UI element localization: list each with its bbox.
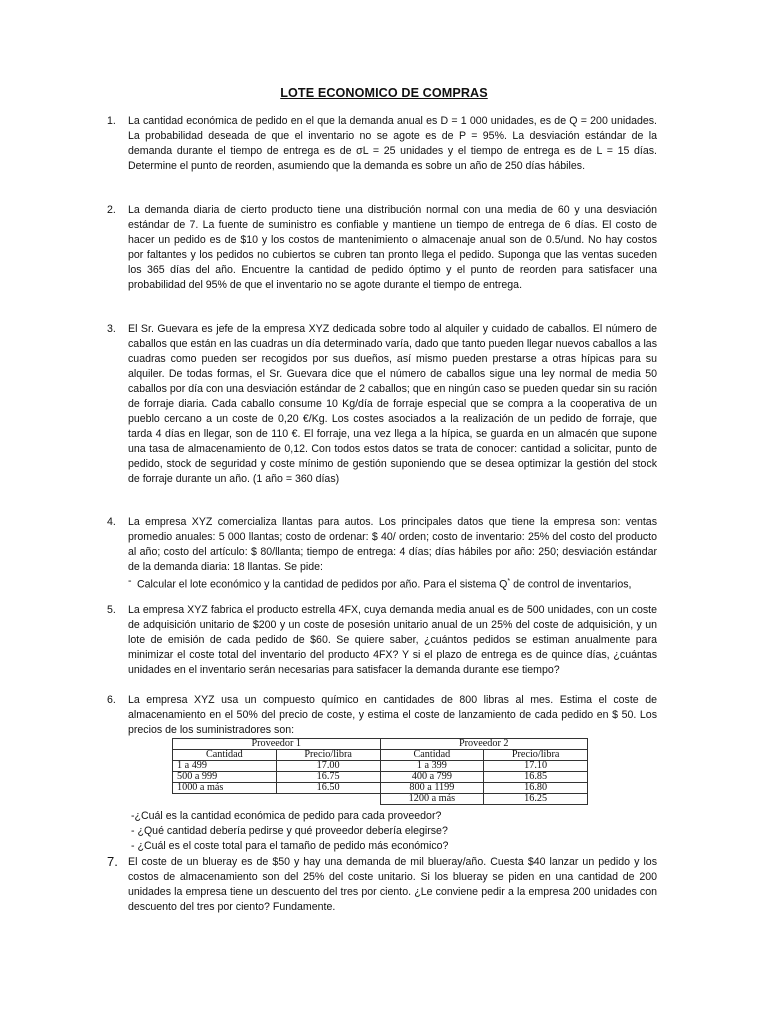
suppliers-table (172, 738, 588, 805)
table-header-row (173, 739, 588, 750)
document-title: LOTE ECONOMICO DE COMPRAS (280, 86, 488, 100)
question-2 (107, 203, 657, 293)
table-cell: 400 a 799 (380, 772, 484, 783)
question-5 (107, 603, 657, 678)
table-row (173, 761, 588, 772)
q6-subquestion: -¿Cuál es la cantidad económica de pedido para cada proveedor? (131, 810, 442, 822)
question-number: 4. (107, 516, 116, 528)
table-subheader-row (173, 750, 588, 761)
question-text: La demanda diaria de cierto producto tiene una distribución normal con una media de 60 y una desviación estándar de 7. La fuente de suministro es confiable y mantiene un tiempo de entrega de 6 días. El costo de hacer un pedido es de $10 y los costos de mantenimiento o almacenaje anual son de 0.5/und. No hay costos por faltantes y los pedidos no cubiertos se cubren tan pronto llega el pedido. Suponga que las ventas suceden los 365 días del año. Encuentre la cantidad de pedido óptimo y el punto de reorden para satisfacer una probabilidad del 95% de que el inventario no se agote durante el tiempo de entrega. (128, 204, 657, 291)
question-number: 1. (107, 115, 116, 127)
question-number: 2. (107, 204, 116, 216)
q6-subquestion: - ¿Qué cantidad debería pedirse y qué proveedor debería elegirse? (131, 825, 448, 837)
table-row (173, 772, 588, 783)
q6-subquestion: - ¿Cuál es el coste total para el tamaño de pedido más económico? (131, 840, 449, 852)
column-header: Cantidad (380, 750, 484, 761)
supplier-1-header: Proveedor 1 (173, 739, 381, 750)
table-cell: 17.00 (276, 761, 380, 772)
table-cell: 1200 a más (380, 794, 484, 805)
question-text: La cantidad económica de pedido en el que la demanda anual es D = 1 000 unidades, es de Q = 200 unidades. La probabilidad deseada de que el inventario no se agote es de P = 95%. La desviación estándar de la demanda durante el tiempo de entrega es de σL = 25 unidades y el tiempo de entrega es de L = 15 días. Determine el punto de reorden, asumiendo que la demanda es sobre un año de 250 días hábiles. (128, 115, 657, 172)
question-number: 3. (107, 323, 116, 335)
column-header: Precio/libra (484, 750, 588, 761)
question-number: 6. (107, 694, 116, 706)
supplier-2-header: Proveedor 2 (380, 739, 588, 750)
question-4 (107, 515, 657, 575)
empty-cell (173, 794, 381, 805)
table-cell: 16.75 (276, 772, 380, 783)
question-3 (107, 322, 657, 487)
table-cell: 500 a 999 (173, 772, 277, 783)
question-text: La empresa XYZ usa un compuesto químico en cantidades de 800 libras al mes. Estima el coste de almacenamiento en el 50% del precio de coste, y estima el coste de lanzamiento de cada pedido en $ 50. Los precios de los suministradores son: (128, 694, 657, 736)
table-cell: 17.10 (484, 761, 588, 772)
table-cell: 1 a 399 (380, 761, 484, 772)
table-row (173, 783, 588, 794)
table-cell: 1 a 499 (173, 761, 277, 772)
table-cell: 16.85 (484, 772, 588, 783)
question-7 (107, 855, 657, 915)
table-cell: 1000 a más (173, 783, 277, 794)
superscript-star: * (507, 578, 511, 585)
table-cell: 16.80 (484, 783, 588, 794)
table-row (173, 794, 588, 805)
column-header: Cantidad (173, 750, 277, 761)
question-1 (107, 114, 657, 174)
question-number: 7. (107, 854, 118, 869)
question-text: El coste de un blueray es de $50 y hay una demanda de mil blueray/año. Cuesta $40 lanzar un pedido y los costos de almacenamiento son del 25% del coste unitario. Si los blueray se piden en una cantidad de 200 unidades la empresa tiene un descuento del tres por ciento. ¿Le conviene pedir a la empresa 200 unidades con descuento del tres por ciento? Fundamente. (128, 856, 657, 913)
item-text: Calcular el lote económico y la cantidad de pedidos por año. Para el sistema Q* de control de inventarios, (137, 578, 632, 591)
table-cell: 16.50 (276, 783, 380, 794)
question-text: El Sr. Guevara es jefe de la empresa XYZ dedicada sobre todo al alquiler y cuidado de caballos. El número de caballos que están en las cuadras un día determinado varía, dado que tanto pueden llegar nuevos caballos a las cuadras como pueden ser recogidos por sus dueños, así mismo pueden prestarse a otras hípicas para su alquiler. De todas formas, el Sr. Guevara dice que el número de caballos sigue una ley normal de media 50 caballos por día con una desviación estándar de 2 caballos; que en ningún caso se pueden quedar sin su ración de forraje diaria. Cada caballo consume 10 Kg/día de forraje especial que se compra a la cooperativa de un pueblo cercano a un coste de 0,20 €/Kg. Los costes asociados a la realización de un pedido de forraje, que tarda 4 días en llegar, son de 110 €. El forraje, una vez llega a la hípica, se guarda en un almacén que supone una tasa de almacenamiento de 0,12. Con todos estos datos se trata de conocer: cantidad a solicitar, punto de pedido, stock de seguridad y coste mínimo de gestión suponiendo que se desea optimizar la gestión del stock de forraje durante un año. (1 año = 360 días) (128, 323, 657, 485)
dash-marker: - (128, 575, 132, 587)
column-header: Precio/libra (276, 750, 380, 761)
table-cell: 16.25 (484, 794, 588, 805)
table-cell: 800 a 1199 (380, 783, 484, 794)
question-text: La empresa XYZ fabrica el producto estrella 4FX, cuya demanda media anual es de 500 unidades, con un coste de adquisición unitario de $200 y un coste de posesión unitario anual de un 25% del coste de adquisición, y un lote de emisión de cada pedido de $60. Se quiere saber, ¿cuántos pedidos se estiman anualmente para minimizar el coste total del inventario del producto 4FX? Y si el plazo de entrega es de quince días, ¿cuántas unidades en el inventario serán necesarias para satisfacer la demanda durante ese tiempo? (128, 604, 657, 676)
question-text: La empresa XYZ comercializa llantas para autos. Los principales datos que tiene la empresa son: ventas promedio anuales: 5 000 llantas; costo de ordenar: $ 40/ orden; costo de inventario: 25% del costo del producto al año; costo del artículo: $ 80/llanta; tiempo de entrega: 4 días; días hábiles por año: 250; desviación estándar de la demanda diaria: 18 llantas. Se pide: (128, 516, 657, 573)
question-6 (107, 693, 657, 738)
question-4-item (128, 574, 658, 593)
question-number: 5. (107, 604, 116, 616)
